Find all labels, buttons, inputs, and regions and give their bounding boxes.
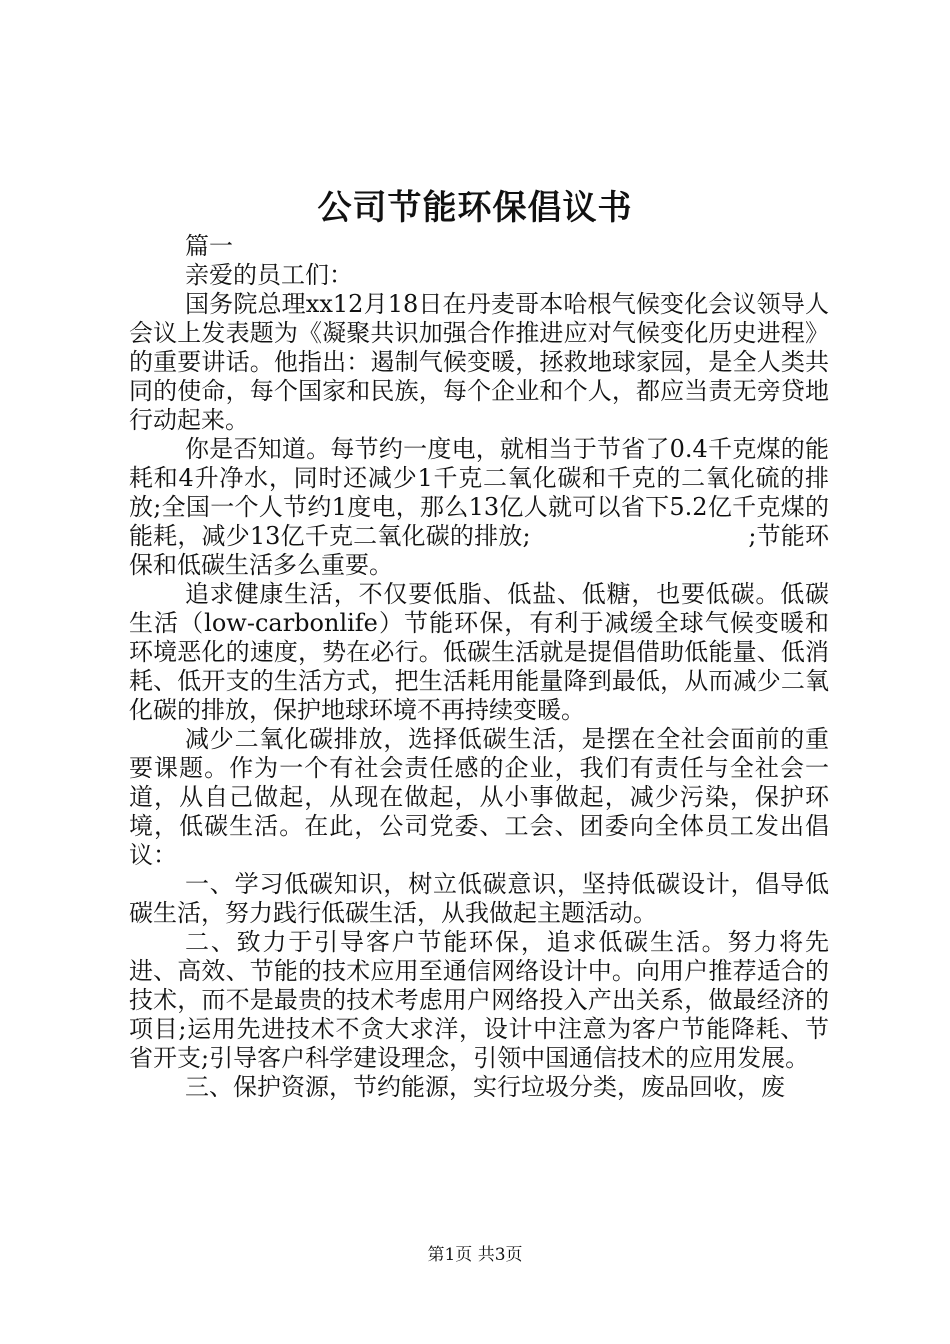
paragraph: 追求健康生活，不仅要低脂、低盐、低糖，也要低碳。低碳生活（low-carbonlife）节能环保，有利于减缓全球气候变暖和环境恶化的速度，势在必行。低碳生活就是提倡借助低能量、低消耗、低开支的生活方式，把生活耗用能量降到最低，从而减少二氧化碳的排放，保护地球环境不再持续变暖。 xyxy=(129,580,829,724)
proposal-item: 二、致力于引导客户节能环保，追求低碳生活。努力将先进、高效、节能的技术应用至通信网络设计中。向用户推荐适合的技术，而不是最贵的技术考虑用户网络投入产出关系，做最经济的项目;运用先进技术不贪大求洋，设计中注意为客户节能降耗、节省开支;引导客户科学建设理念，引领中国通信技术的应用发展。 xyxy=(129,928,829,1072)
document-title: 公司节能环保倡议书 xyxy=(317,188,633,228)
proposal-item: 一、学习低碳知识，树立低碳意识，坚持低碳设计，倡导低碳生活，努力践行低碳生活，从我做起主题活动。 xyxy=(129,870,829,927)
salutation: 亲爱的员工们： xyxy=(185,261,353,289)
paragraph: 减少二氧化碳排放，选择低碳生活，是摆在全社会面前的重要课题。作为一个有社会责任感的企业，我们有责任与全社会一道，从自己做起，从现在做起，从小事做起，减少污染，保护环境，低碳生活。在此，公司党委、工会、团委向全体员工发出倡议： xyxy=(129,725,829,869)
paragraph: 国务院总理xx12月18日在丹麦哥本哈根气候变化会议领导人会议上发表题为《凝聚共识加强合作推进应对气候变化历史进程》的重要讲话。他指出：遏制气候变暖，拯救地球家园，是全人类共同的使命，每个国家和民族，每个企业和个人，都应当责无旁贷地行动起来。 xyxy=(129,290,829,434)
paragraph: 你是否知道。每节约一度电，就相当于节省了0.4千克煤的能耗和4升净水，同时还减少1千克二氧化碳和千克的二氧化硫的排放;全国一个人节约1度电，那么13亿人就可以省下5.2亿千克煤的能耗，减少13亿千克二氧化碳的排放; ;节能环保和低碳生活多么重要。 xyxy=(129,435,829,579)
document-body xyxy=(129,232,829,1102)
page-footer: 第1页 共3页 xyxy=(427,1245,523,1265)
proposal-item: 三、保护资源，节约能源，实行垃圾分类，废品回收，废 xyxy=(185,1073,785,1101)
section-heading: 篇一 xyxy=(185,232,233,260)
